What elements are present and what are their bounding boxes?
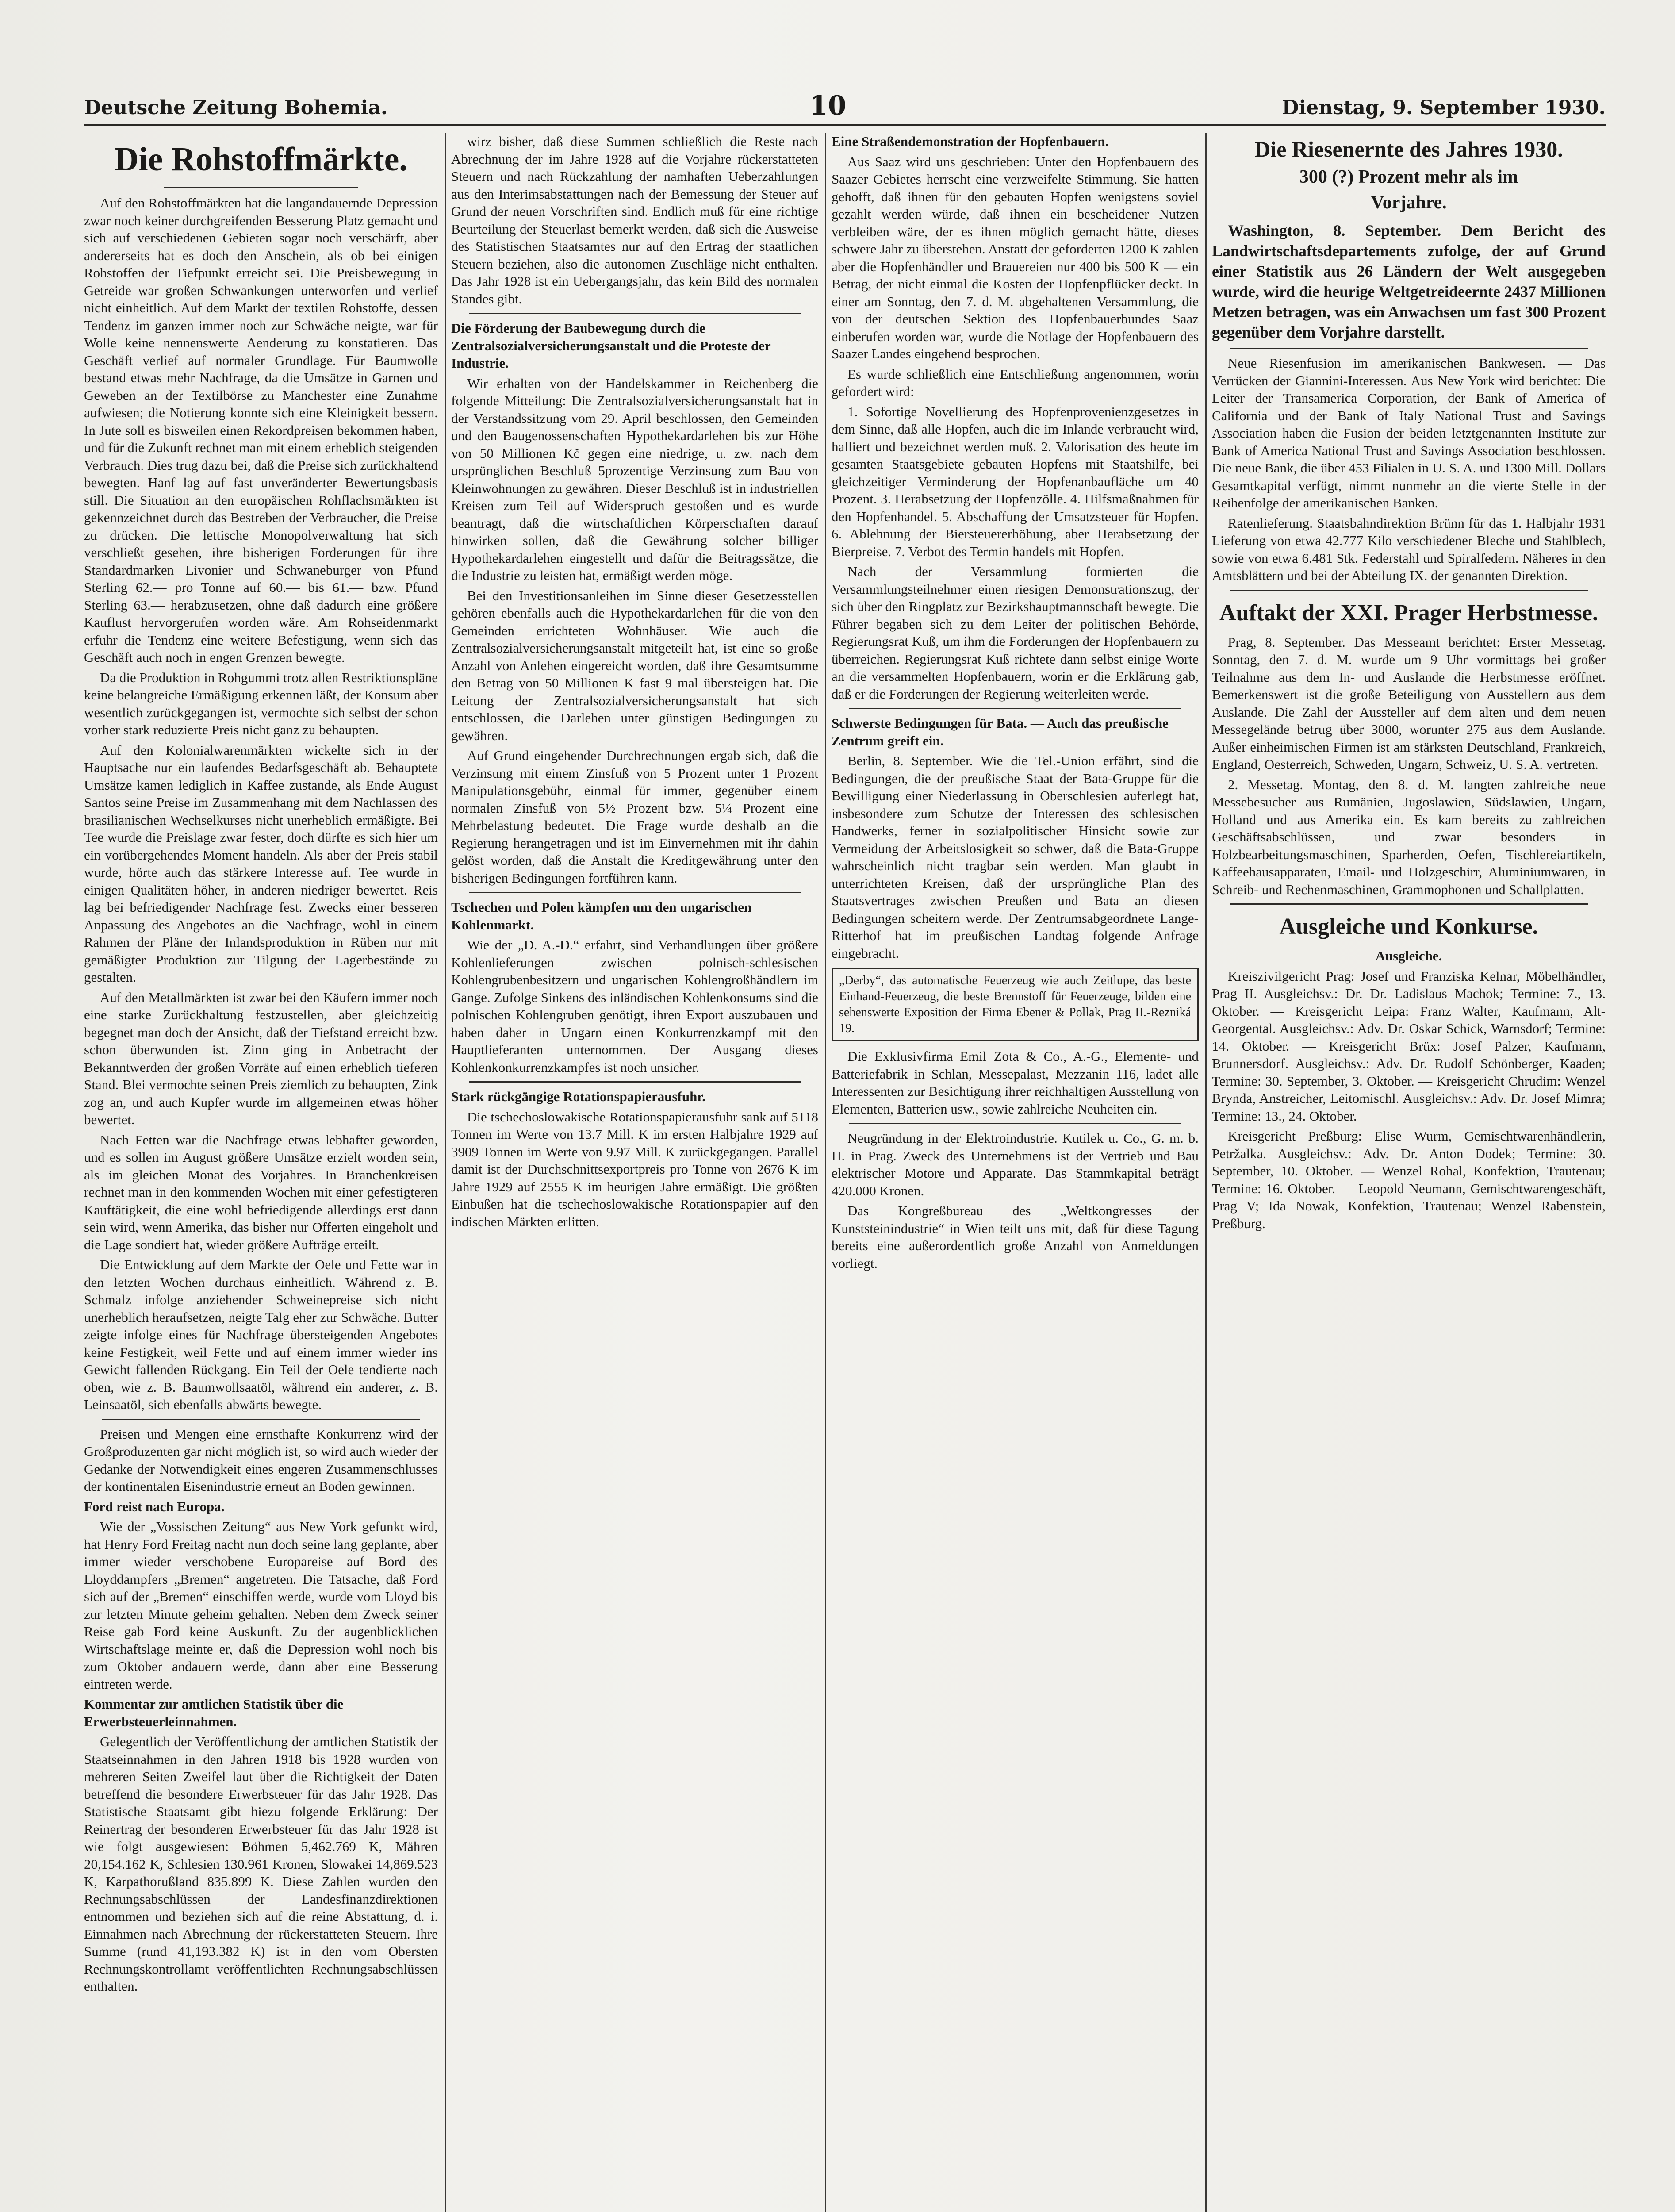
divider <box>469 313 801 314</box>
section-heading-kohlenmarkt: Tschechen und Polen kämpfen um den ungarischen Kohlenmarkt. <box>451 899 752 933</box>
paragraph: Gelegentlich der Veröffentlichung der amtlichen Statistik der Staatseinnahmen in den Jahren 1918 bis 1928 wurden von mehreren Seiten Zweifel laut über die Richtigkeit der Daten betreffend die besondere Erwerbsteuer für das Jahr 1928. Das Statistische Staatsamt gibt hiezu folgende Erklärung: Der Reinertrag der besonderen Erwerbsteuer für das Jahr 1928 ist wie folgt ausgewiesen: Böhmen 5,462.769 K, Mähren 20,154.162 K, Schlesien 130.961 Kronen, Slowakei 14,869.523 K, Karpathorußland 835.899 K. Diese Zahlen wurden den Rechnungsabschlüssen der Landesfinanzdirektionen entnommen und beziehen sich auf die reine Abstattung, d. i. Einnahmen nach Abrechnung der rückerstatteten Steuern. Ihre Summe (rund 41,193.382 K) ist in den vom Obersten Rechnungskontrollamt veröffentlichten Rechnungsabschlüssen enthalten. <box>84 1734 438 1994</box>
paragraph: Auf den Rohstoffmärkten hat die langandauernde Depression zwar noch keiner durchgreifenden Besserung Platz gemacht und sich auf verschiedenen Gebieten sogar noch verschärft, aber andererseits hat es doch den Anschein, als ob bei einigen Rohstoffen der Tiefpunkt erreicht sei. Die Preisbewegung in Getreide war großen Schwankungen unterworfen und verlief nicht einheitlich. Auf dem Markt der textilen Rohstoffe, dessen Tendenz im ganzen immer noch zur Schwäche neigte, war für Wolle keine nennenswerte Aenderung zu konstatieren. Das Geschäft verlief auf normaler Grundlage. Für Baumwolle bestand etwas mehr Nachfrage, da die Umsätze in Garnen und Geweben an der Textilbörse zu Manchester eine Zunahme aufwiesen; die Notierung konnte sich eine Kleinigkeit bessern. In Jute soll es bisweilen einen Rekordpreisen bekommen haben, und für die Zukunft rechnet man mit einem erheblich steigenden Verbrauch. Dies trug dazu bei, daß die Preise sich zurückhaltend bewegten. Hanf lag auf fast unveränderter Bewertungsbasis still. Die Situation an den europäischen Rohflachsmärkten ist gekennzeichnet durch das Bestreben der Verbraucher, die Preise zu drücken. Die lettische Monopolverwaltung hat sich verschließt gesehen, ihre bisherigen Forderungen für ihre Standardmarken Livonier und Schwaneburger von Pfund Sterling 62.— pro Tonne auf 60.— bis 61.— bzw. Pfund Sterling 63.— herabzusetzen, ohne daß dadurch eine größere Kauflust hervorgerufen worden wäre. Am Rohseidenmarkt erfuhr die Tendenz eine weitere Befestigung, wenn sich das Geschäft auch noch in engen Grenzen bewegte. <box>84 195 438 665</box>
divider <box>849 1123 1181 1124</box>
section-heading-hopfenbauern: Eine Straßendemonstration der Hopfenbauern. <box>832 134 1109 149</box>
paragraph: Da die Produktion in Rohgummi trotz allen Restriktionspläne keine belangreiche Ermäßigung erkennen läßt, der Konsum aber wesentlich zurückgegangen ist, vermochte sich selbst der schon vorher stark reduzierte Preis nicht ganz zu behaupten. <box>84 669 438 737</box>
divider <box>469 892 801 893</box>
paragraph: Auf den Kolonialwarenmärkten wickelte sich in der Hauptsache nur ein laufendes Bedarfsgeschäft ab. Behauptete Umsätze kamen lediglich in Kaffee zustande, als Ende August Santos seine Preise im Zusammenhang mit dem Nachlassen des brasilianischen Wechselkurses nicht unerheblich ermäßigte. Bei Tee wurde die Preislage zwar fester, doch dürfte es sich hier um ein vorübergehendes Moment handeln. Als aber der Preis stabil wurde, hörte auch das stärkere Interesse auf. Tee wurde in einigen Qualitäten höher, in anderen niedriger bewertet. Reis lag bei befriedigender Nachfrage fest. Zwecks einer besseren Anpassung des Angebotes an die Nachfrage, wohl in einem Rahmen der Pläne der Inlandsproduktion in Rüben nur mit gemäßigter Produktion zur Tilgung der Lagerbestände zu gestalten. <box>84 742 438 985</box>
section-heading-baubewegung: Die Förderung der Baubewegung durch die Zentralsozialversicherungsanstalt und die Proteste der Industrie. <box>451 320 771 371</box>
paragraph: Nach Fetten war die Nachfrage etwas lebhafter geworden, und es sollen im August größere Umsätze erzielt worden sein, als im gleichen Monat des Vorjahres. In Branchenkreisen rechnet man in den kommenden Wochen mit einer gefestigteren Kauftätigkeit, die eine wohl befriedigende allerdings erst dann sein wird, wenn Amerika, das bisher nur Offerten eingeholt und die Lage sondiert hat, wieder größere Aufträge erteilt. <box>84 1132 438 1252</box>
paragraph: Prag, 8. September. Das Messeamt berichtet: Erster Messetag. Sonntag, den 7. d. M. wurde um 9 Uhr vormittags bei großer Teilnahme aus dem In- und Auslande die Herbstmesse eröffnet. Bemerkenswert ist die große Beteiligung von Ausstellern aus dem Auslande. Die Zahl der Aussteller auf dem alten und dem neuen Messegelände betrug über 3000, worunter 275 aus dem Auslande. Außer einheimischen Firmen ist am stärksten Deutschland, Frankreich, England, Oesterreich, Schweden, Ungarn, Schweiz, U. S. A. vertreten. <box>1212 634 1606 772</box>
newspaper-name: Deutsche Zeitung Bohemia. <box>84 96 388 119</box>
paragraph: wirz bisher, daß diese Summen schließlich die Reste nach Abrechnung der im Jahre 1928 auf die Vorjahre rückerstatteten Steuern und nach Rückzahlung der namhaften Ueberzahlungen aus den Interimsabstattungen nach der Bemessung der Steuer auf Grund der neuen Vorschriften sind. Endlich muß für eine richtige Beurteilung der Steuerlast bemerkt werden, daß sich die Ausweise des Statistischen Staatsamtes nur auf den Ertrag der staatlichen Steuern beziehen, also die autonomen Zuschläge nicht enthalten. Das Jahr 1928 ist ein Uebergangsjahr, das kein Bild des normalen Standes gibt. <box>451 134 818 307</box>
paragraph: Auf den Metallmärkten ist zwar bei den Käufern immer noch eine starke Zurückhaltung festzustellen, aber gleichzeitig begegnet man doch der Ansicht, daß der Tiefstand erreicht bzw. schon überwunden ist. Zinn ging in Anbetracht der Bekanntwerden der großen Vorräte auf einen erheblich tieferen Stand. Blei vermochte seinen Preis ziemlich zu behaupten, Zink zog an, und auch Kupfer wurde im allgemeinen etwas höher bewertet. <box>84 989 438 1127</box>
column-2 <box>451 133 818 2212</box>
paragraph: Es wurde schließlich eine Entschließung angenommen, worin gefordert wird: <box>832 366 1199 399</box>
divider <box>102 1419 420 1420</box>
paragraph: Wie der „D. A.-D.“ erfahrt, sind Verhandlungen über größere Kohlenlieferungen zwischen polnisch-schlesischen Kohlengrubenbesitzern und ungarischen Kohlengroßhändlern im Gange. Zufolge Sinkens des inländischen Kohlenkonsums sind die polnischen Kohlengruben genötigt, ihren Export auszubauen und haben daher in Ungarn einen Konkurrenzkampf mit den Hauptlieferanten unternommen. Der Ausgang dieses Kohlenkonkurrenzkampfes ist noch unsicher. <box>451 937 818 1075</box>
section-heading-bata: Schwerste Bedingungen für Bata. — Auch das preußische Zentrum greift ein. <box>832 715 1169 749</box>
paragraph: Neugründung in der Elektroindustrie. Kutilek u. Co., G. m. b. H. in Prag. Zweck des Unternehmens ist der Vertrieb und Bau elektrischer Motore und Apparate. Das Stammkapital beträgt 420.000 Kronen. <box>832 1130 1199 1198</box>
column-rule <box>445 133 446 2212</box>
article-subtitle: 300 (?) Prozent mehr als im <box>1299 167 1518 187</box>
column-1 <box>84 133 438 2212</box>
paragraph: Neue Riesenfusion im amerikanischen Bankwesen. — Das Verrücken der Giannini-Interessen. Aus New York wird berichtet: Die Leiter der Transamerica Corporation, der Bank of America of California und der Bank of Italy National Trust and Savings Association haben die Fusion der beiden letztgenannten Institute zur Bank of America National Trust and Savings Association beschlossen. Die neue Bank, die über 453 Filialen in U. S. A. und 1300 Mill. Dollars Gesamtkapital verfügt, nimmt nunmehr an die vierte Stelle in der Reihenfolge der amerikanischen Banken. <box>1212 355 1606 511</box>
divider <box>164 187 358 188</box>
divider <box>1230 590 1588 591</box>
column-rule <box>1205 133 1207 2212</box>
demands-list: 1. Sofortige Novellierung des Hopfenprovenienzgesetzes in dem Sinne, daß alle Hopfen, auch die im Inlande verbraucht wird, halliert und bezeichnet werden muß. 2. Valorisation des heute im gesamten Staatsgebiete gebauten Hopfens mit Staatshilfe, bei gleichzeitiger Verminderung der Hopfenanbaufläche um 40 Prozent. 3. Herabsetzung der Hopfenzölle. 4. Hilfsmaßnahmen für den Hopfenhandel. 5. Abschaffung der Umsatzsteuer für Hopfen. 6. Ablehnung der Biersteuererhöhung, aber Herabsetzung der Bierpreise. 7. Verbot des Termin handels mit Hopfen. <box>832 403 1199 559</box>
column-4 <box>1212 133 1606 2212</box>
paragraph: Kreisgericht Preßburg: Elise Wurm, Gemischtwarenhändlerin, Petržalka. Ausgleichsv.: Adv. Dr. Anton Dodek; Termine: 30. September, 10. Oktober. — Wenzel Rohal, Konfektion, Trautenau; Termine: 16. Oktober. — Leopold Neumann, Gemischtwarengeschäft, Prag V; Ida Nowak, Konfektion, Trautenau; Wenzel Rabenstein, Preßburg. <box>1212 1128 1606 1231</box>
paragraph: Wie der „Vossischen Zeitung“ aus New York gefunkt wird, hat Henry Ford Freitag nacht nun doch seine lang geplante, aber immer wieder verschobene Europareise auf Bord des Lloyddampfers „Bremen“ angetreten. Die Tatsache, daß Ford sich auf der „Bremen“ einschiffen werde, wurde vom Lloyd bis zur letzten Minute geheim gehalten. Neben dem Zweck seiner Reise gab Ford keine Auskunft. Zu der augenblicklichen Wirtschaftslage meinte er, daß die Depression wohl noch bis zum Oktober andauern werde, dann aber eine Besserung eintreten werde. <box>84 1519 438 1692</box>
paragraph: Aus Saaz wird uns geschrieben: Unter den Hopfenbauern des Saazer Gebietes herrscht eine verzweifelte Stimmung. Sie hatten gehofft, daß ihnen für den gebauten Hopfen wenigstens soviel gezahlt werden würde, daß ihnen ein bescheidener Nutzen verbleiben wäre, der es ihnen möglich gemacht hätte, dieses schwere Jahr zu überstehen. Anstatt der geforderten 1200 K zahlen aber die Hopfenhändler und Brauereien nur 400 bis 500 K — ein Betrag, der nicht einmal die Kosten der Hopfenpflücker deckt. In einer am Sonntag, den 7. d. M. abgehaltenen Versammlung, die von der deutschen Sektion des Hopfenbauerbundes Saaz einberufen worden war, wurde die Notlage der Hopfenbauern des Saazer Landes eingehend besprochen. <box>832 154 1199 361</box>
paragraph: Nach der Versammlung formierten die Versammlungsteilnehmer einen riesigen Demonstrationszug, der sich über den Ringplatz zur Bezirkshauptmannschaft bewegte. Die Führer begaben sich zu dem Leiter der politischen Behörde, Regierungsrat Kuß, um ihm die Forderungen der Hopfenbauern zu überreichen. Regierungsrat Kuß richtete dann selbst einige Worte an die versammelten Hopfenbauern, worin er die Erklärung gab, daß er die Forderungen der Regierung weiterleiten werde. <box>832 564 1199 702</box>
paragraph: Das Kongreßbureau des „Weltkongresses der Kunststeinindustrie“ in Wien teilt uns mit, daß für diese Tagung bereits eine außerordentlich große Anzahl von Anmeldungen vorliegt. <box>832 1203 1199 1271</box>
divider <box>1230 348 1588 349</box>
paragraph: Auf Grund eingehender Durchrechnungen ergab sich, daß die Verzinsung mit einem Zinsfuß von 5 Prozent unter 1 Prozent Manipulationsgebühr, einmal für immer, gegenüber einem normalen Zinsfuß von 5½ Prozent bzw. 5¼ Prozent eine Mehrbelastung bedeutet. Die Frage wurde deshalb an die Regierung herangetragen und ist im Einvernehmen mit ihr dahin gelöst worden, daß die Anstalt die Kreditgewährung unter den bisherigen Bedingungen fortführen kann. <box>451 748 818 886</box>
issue-date: Dienstag, 9. September 1930. <box>1282 96 1606 119</box>
section-heading-ausgleiche: Ausgleiche und Konkurse. <box>1279 914 1538 939</box>
paragraph: 2. Messetag. Montag, den 8. d. M. langten zahlreiche neue Messebesucher aus Rumänien, Jugoslawien, Südslawien, Ungarn, Holland und aus Amerika ein. Es kam bereits zu zahlreichen Geschäftsabschlüssen, und zwar besonders in Holzbearbeitungsmaschinen, Sparherden, Oefen, Tischlereiartikeln, Kaffeehausapparaten, Email- und Holzgeschirr, Aluminiumwaren, in Schreib- und Rechenmaschinen, Grammophonen und Schallplatten. <box>1212 776 1606 897</box>
masthead <box>84 90 1606 126</box>
divider <box>469 1081 801 1083</box>
section-heading-ford: Ford reist nach Europa. <box>84 1498 225 1514</box>
column-rule <box>825 133 826 2212</box>
article-title-riesenernte: Die Riesenernte des Jahres 1930. <box>1254 137 1563 161</box>
ad-text: „Derby“, das automatische Feuerzeug wie auch Zeitlupe, das beste Einhand-Feuerzeug, die beste Brennstoff für Feuerzeuge, bilden eine sehenswerte Exposition der Firma Ebener & Pollak, Prag II.-Rezniká 19. <box>839 974 1191 1035</box>
divider <box>1230 903 1588 905</box>
subheading-ausgleiche: Ausgleiche. <box>1375 948 1442 964</box>
section-heading-kommentar: Kommentar zur amtlichen Statistik über die Erwerbsteuerleinnahmen. <box>84 1696 344 1729</box>
section-heading-rotationspapier: Stark rückgängige Rotationspapierausfuhr. <box>451 1089 706 1104</box>
article-title-rohstoffmaerkte: Die Rohstoffmärkte. <box>114 141 408 178</box>
paragraph: Berlin, 8. September. Wie die Tel.-Union erfährt, sind die Bedingungen, die der preußische Staat der Bata-Gruppe für die Bewilligung einer Niederlassung in Oberschlesien auferlegt hat, insbesondere zum Schutze der Interessen des schlesischen Handwerks, ferner in sozialpolitischer Hinsicht sowie zur Vermeidung der Arbeitslosigkeit so schwer, daß die Bata-Gruppe wahrscheinlich nicht tragbar sein werden. Man glaubt in unterrichteten Kreisen, daß der ursprüngliche Plan des Staatsvertrages zwischen Preußen und Bata an diesen Bedingungen scheitern werde. Der Zentrumsabgeordnete Lange-Ritterhof hat im preußischen Landtag folgende Anfrage eingebracht. <box>832 753 1199 961</box>
lead-paragraph: Washington, 8. September. Dem Bericht des Landwirtschaftsdepartements zufolge, der auf Grund einer Statistik aus 26 Ländern der Welt ausgegeben wurde, wird die heurige Weltgetreideernte 2437 Millionen Metzen betragen, was ein Anwachsen um fast 300 Prozent gegenüber dem Vorjahre darstellt. <box>1212 222 1606 341</box>
column-3 <box>832 133 1199 2212</box>
paragraph: Bei den Investitionsanleihen im Sinne dieser Gesetzesstellen gehören ebenfalls auch die Hypothekardarlehen für die von den Gemeinden errichteten Wohnhäuser. Wie auch die Zentralsozialversicherungsanstalt mitgeteilt hat, ist eine so große Anzahl von Anlehen eingereicht worden, daß ihre Gesamtsumme den Betrag von 50 Millionen K fast 9 mal übersteigen hat. Die Leitung der Zentralsozialversicherungsanstalt hat sich entschlossen, die Darlehen unter günstigen Bedingungen zu gewähren. <box>451 588 818 743</box>
divider <box>849 708 1181 709</box>
paragraph: Preisen und Mengen eine ernsthafte Konkurrenz wird der Großproduzenten gar nicht möglich ist, so wird auch wieder der Gedanke der Notwendigkeit eines engeren Zusammenschlusses der kontinentalen Eisenindustrie erneut an Boden gewinnen. <box>84 1426 438 1494</box>
article-subtitle: Vorjahre. <box>1371 192 1447 213</box>
paragraph: Die tschechoslowakische Rotationspapierausfuhr sank auf 5118 Tonnen im Werte von 13.7 Mill. K im ersten Halbjahre 1929 auf 3909 Tonnen im Werte von 9.97 Mill. K zurückgegangen. Parallel damit ist der Durchschnittsexportpreis pro Tonne von 2676 K im Jahre 1929 auf 2555 K im heurigen Jahre ermäßigt. Die größten Einbußen hat die tschechoslowakische Rotationspapier auf den indischen Märkten erlitten. <box>451 1109 818 1229</box>
paragraph: Wir erhalten von der Handelskammer in Reichenberg die folgende Mitteilung: Die Zentralsozialversicherungsanstalt hat in der Verstandssitzung vom 29. April beschlossen, den Gemeinden und den Baugenossenschaften Hypothekardarlehen bis zur Höhe von 50 Millionen Kč gegen eine niedrige, u. zw. nach dem ursprünglichen Beschluß 5prozentige Verzinsung zum Bau von Kleinwohnungen zu gewähren. Dieser Beschluß ist in industriellen Kreisen zum Teil auf Widerspruch gestoßen und es wurde beantragt, daß die wirtschaftlichen Körperschaften darauf hinwirken sollen, daß die Gewährung solcher billiger Hypothekardarlehen eingestellt und dafür die Beitragssätze, die die Industrie zu leisten hat, ermäßigt werden möge. <box>451 375 818 583</box>
paragraph: Die Entwicklung auf dem Markte der Oele und Fette war in den letzten Wochen durchaus einheitlich. Während z. B. Schmalz infolge anziehender Schweinepreise sich nicht unerheblich heraufsetzen, neigte Talg eher zur Schwäche. Butter zeigte infolge eines für Nachfrage übersteigenden Angebotes keine Festigkeit, weil Fette und auf einem immer wieder ins Gewicht fallenden Rückgang. Ein Teil der Oele tendierte nach oben, wie z. B. Baumwollsaatöl, während ein anderer, z. B. Leinsaatöl, sich ebenfalls abwärts bewegte. <box>84 1257 438 1412</box>
paragraph: Die Exklusivfirma Emil Zota & Co., A.-G., Elemente- und Batteriefabrik in Schlan, Messepalast, Mezzanin 116, ladet alle Interessenten zur Besichtigung ihrer reichhaltigen Ausstellung von Elementen, Batterien usw., sowie zahlreiche Neuheiten ein. <box>832 1048 1199 1117</box>
paragraph: Ratenlieferung. Staatsbahndirektion Brünn für das 1. Halbjahr 1931 Lieferung von etwa 42.777 Kilo verschiedener Bleche und Stahlblech, sowie von etwa 6.481 Stk. Federstahl und Spiralfedern. Näheres in den Amtsblättern und bei der Abteilung IX. der genannten Direktion. <box>1212 515 1606 583</box>
section-heading-herbstmesse: Auftakt der XXI. Prager Herbstmesse. <box>1219 600 1598 626</box>
page-number: 10 <box>809 90 847 121</box>
paragraph: Kreiszivilgericht Prag: Josef und Franziska Kelnar, Möbelhändler, Prag II. Ausgleichsv.: Dr. Dr. Ladislaus Machok; Termine: 7., 13. Oktober. — Kreisgericht Leipa: Franz Walter, Kaufmann, Alt-Georgental. Ausgleichsv.: Adv. Dr. Oskar Schick, Warnsdorf; Termine: 14. Oktober. — Kreisgericht Brüx: Josef Palzer, Kaufmann, Brunnersdorf. Ausgleichsv.: Adv. Dr. Rudolf Schönberger, Kaaden; Termine: 30. September, 3. Oktober. — Kreisgericht Chrudim: Wenzel Brynda, Anstreicher, Leitomischl. Ausgleichsv.: Adv. Dr. Josef Mimra; Termine: 13., 24. Oktober. <box>1212 968 1606 1124</box>
advertisement-derby <box>832 968 1199 1041</box>
